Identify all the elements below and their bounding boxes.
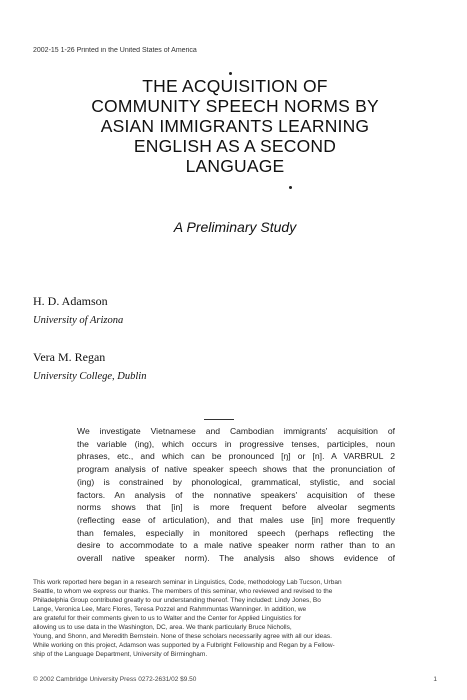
footnote-line: Philadelphia Group contributed greatly to our understanding thereof. They included: Lindy Jones, Bo <box>33 597 321 604</box>
title-line: ASIAN IMMIGRANTS LEARNING <box>100 116 370 136</box>
abstract-line: overall native speaker norm). The analysis also shows evidence of <box>77 553 395 564</box>
author-name: H. D. Adamson <box>33 294 108 308</box>
author-affiliation: University College, Dublin <box>33 371 147 382</box>
author-name: Vera M. Regan <box>33 350 106 364</box>
footnote-marker <box>289 186 292 189</box>
author-affiliation: University of Arizona <box>33 315 124 326</box>
copyright-line: © 2002 Cambridge University Press 0272-2631/02 $9.50 <box>33 676 197 683</box>
footnote-line: This work reported here began in a research seminar in Linguistics, Code, methodology Lab Tucson, Urban <box>33 579 342 586</box>
title-line: LANGUAGE <box>185 156 285 176</box>
footnote-line: are grateful for their comments given to us to Walter and the Center for Applied Linguistics for <box>33 615 302 622</box>
section-divider <box>204 419 234 420</box>
title-line: THE ACQUISITION OF <box>142 76 328 96</box>
abstract-line: factors. An analysis of the nonnative speakers' acquisition of these <box>77 489 395 500</box>
footnote-line: Young, and Shonn, and Meredith Bernstein. None of these scholars necessarily agree with all our ideas. <box>33 633 332 640</box>
footnote-line: allowing us to use data in the Washington, DC, area. We thank particularly Bruce Nicholls, <box>33 624 292 631</box>
running-header: 2002-15 1-26 Printed in the United States of America <box>33 47 197 54</box>
page-number: 1 <box>433 676 437 683</box>
abstract-line: the variable (ing), which occurs in progressive tenses, participles, noun <box>77 438 395 449</box>
abstract <box>77 425 395 565</box>
footnote-line: While working on this project, Adamson was supported by a Fulbright Fellowship and Regan by a Fellow- <box>33 642 335 649</box>
abstract-line: We investigate Vietnamese and Cambodian immigrants' acquisition of <box>77 426 395 436</box>
footnote-line: Lange, Veronica Lee, Marc Flores, Teresa Pozzel and Rahmmuntas Wanninger. In addition, we <box>33 606 307 613</box>
abstract-line: desire to accommodate to a male native speaker norm rather than to an <box>77 540 395 551</box>
title-line: COMMUNITY SPEECH NORMS BY <box>91 96 379 116</box>
print-mark <box>229 72 232 75</box>
abstract-line: than females, especially in monitored speech (perhaps reflecting the <box>77 527 395 538</box>
abstract-line: (ing) is constrained by phonological, grammatical, stylistic, and social <box>77 476 395 487</box>
footnote-line: ship of the Language Department, University of Birmingham. <box>33 651 208 658</box>
abstract-line: phrases, etc., and which can be pronounced [ŋ] or [n]. A VARBRUL 2 <box>77 451 395 462</box>
paper-subtitle: A Preliminary Study <box>173 219 297 235</box>
paper-title <box>60 76 410 176</box>
title-line: ENGLISH AS A SECOND <box>133 136 337 156</box>
footnote <box>33 578 437 659</box>
page-footer <box>33 676 437 683</box>
footnote-line: Seattle, to whom we express our thanks. The members of this seminar, who reviewed and revised to the <box>33 588 333 595</box>
abstract-line: norms shows that [in] is more frequent before alveolar segments <box>77 502 395 513</box>
abstract-line: program analysis of native speaker speech shows that the pronunciation of <box>77 464 395 475</box>
abstract-line: (reflecting ease of articulation), and that males use [in] more frequently <box>77 514 395 525</box>
